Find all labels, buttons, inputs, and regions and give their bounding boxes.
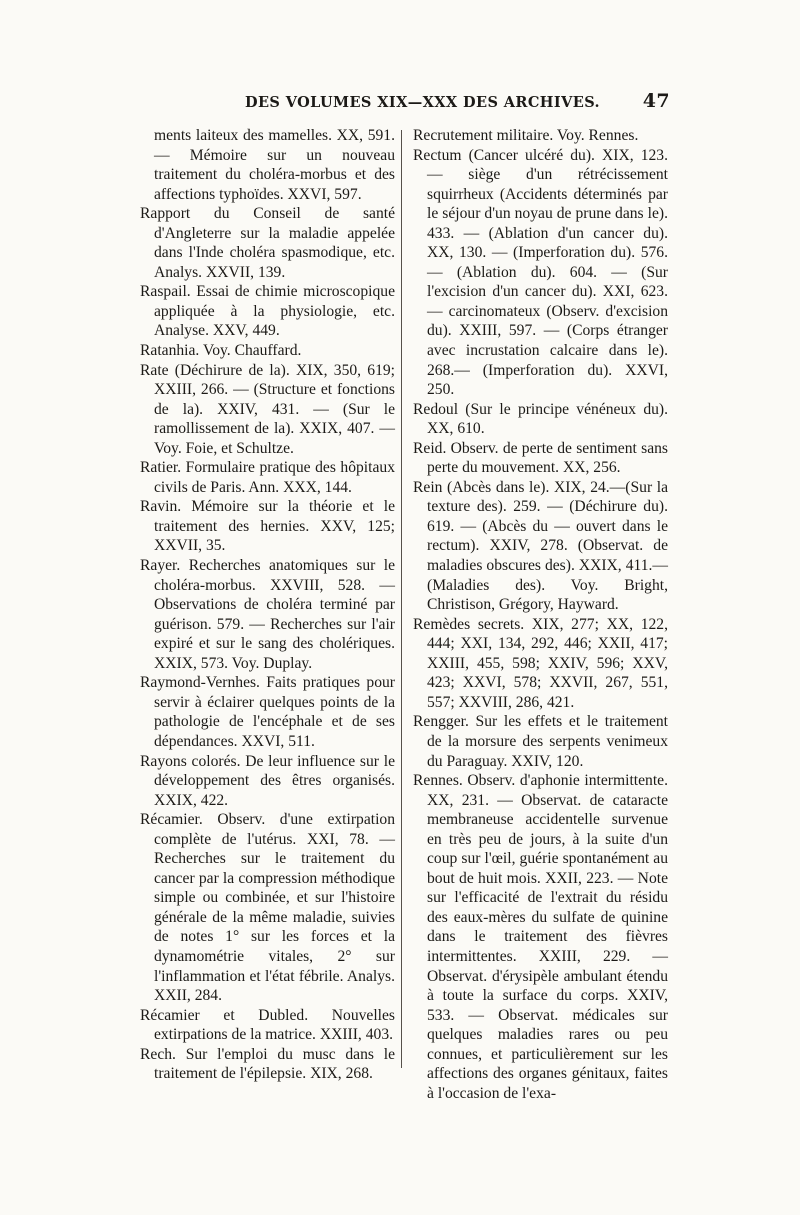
index-entry: Rein (Abcès dans le). XIX, 24.—(Sur la texture des). 259. — (Déchirure du). 619. — (Abcès du — ouvert dans le rectum). XXIV, 278. (Observat. de maladies obscures des). XXIX, 411.—(Maladies des). Voy. Bright, Christison, Grégory, Hayward. <box>413 478 668 614</box>
index-entry: Récamier et Dubled. Nouvelles extirpations de la matrice. XXIII, 403. <box>140 1006 395 1044</box>
index-entry: Rectum (Cancer ulcéré du). XIX, 123. — siège d'un rétrécissement squirrheux (Accidents déterminés par le séjour d'un noyau de prune dans le). 433. — (Ablation d'un cancer du). XX, 130. — (Imperforation du). 576. — (Ablation du). 604. — (Sur l'excision d'un cancer du). XXI, 623. — carcinomateux (Observ. d'excision du). XXIII, 597. — (Corps étranger avec incrustation calcaire dans le). 268.— (Imperforation du). XXVI, 250. <box>413 146 668 399</box>
index-entry: Remèdes secrets. XIX, 277; XX, 122, 444; XXI, 134, 292, 446; XXII, 417; XXIII, 455, 598; XXIV, 596; XXV, 423; XXVI, 578; XXVII, 267, 551, 557; XXVIII, 286, 421. <box>413 615 668 711</box>
left-column <box>140 126 395 1084</box>
running-head-title: DES VOLUMES XIX—XXX DES ARCHIVES. <box>245 94 600 111</box>
index-entry: Rapport du Conseil de santé d'Angleterre sur la maladie appelée dans l'Inde choléra spasmodique, etc. Analys. XXVII, 139. <box>140 205 395 281</box>
index-entry: Raspail. Essai de chimie microscopique appliquée à la physiologie, etc. Analyse. XXV, 449. <box>140 283 395 340</box>
index-entry: Redoul (Sur le principe vénéneux du). XX, 610. <box>413 400 668 438</box>
index-entry: Raymond-Vernhes. Faits pratiques pour servir à éclairer quelques points de la pathologie de l'encéphale et de ses dépendances. XXVI, 511. <box>140 674 395 750</box>
index-entry: Rennes. Observ. d'aphonie intermittente. XX, 231. — Observat. de cataracte membraneuse accidentelle survenue en très peu de jours, à la suite d'un coup sur l'œil, guérie spontanément au bout de huit mois. XXII, 223. — Note sur l'efficacité de l'extrait du résidu des eaux-mères du sulfate de quinine dans le traitement des fièvres intermittentes. XXIII, 229. — Observat. d'érysipèle ambulant étendu à toute la surface du corps. XXIV, 533. — Observat. médicales sur quelques maladies rares ou peu connues, et particulièrement sur les affections des organes génitaux, faites à l'occasion de l'exa- <box>413 772 668 1102</box>
index-entry: ments laiteux des mamelles. XX, 591.— Mémoire sur un nouveau traitement du choléra-morbus et des affections typhoïdes. XXVI, 597. <box>154 127 395 203</box>
index-entry: Rengger. Sur les effets et le traitement de la morsure des serpents venimeux du Paraguay. XXIV, 120. <box>413 713 668 770</box>
index-entry: Ratanhia. Voy. Chauffard. <box>140 342 302 360</box>
running-head <box>145 92 670 114</box>
right-column <box>413 126 668 1103</box>
page-number: 47 <box>642 90 670 112</box>
index-entry: Rayer. Recherches anatomiques sur le choléra-morbus. XXVIII, 528. — Observations de choléra terminé par guérison. 579. — Recherches sur l'air expiré et sur le sang des cholériques. XXIX, 573. Voy. Duplay. <box>140 557 395 672</box>
index-entry: Récamier. Observ. d'une extirpation complète de l'utérus. XXI, 78. — Recherches sur le traitement du cancer par la compression méthodique simple ou combinée, et sur l'histoire générale de la même maladie, suivies de notes 1° sur les forces et la dynamométrie vitales, 2° sur l'inflammation et l'état fébrile. Analys. XXII, 284. <box>140 811 395 1005</box>
index-entry: Ratier. Formulaire pratique des hôpitaux civils de Paris. Ann. XXX, 144. <box>140 459 395 496</box>
index-entry: Ravin. Mémoire sur la théorie et le traitement des hernies. XXV, 125; XXVII, 35. <box>140 498 395 555</box>
index-entry: Recrutement militaire. Voy. Rennes. <box>413 127 639 144</box>
index-entry: Rayons colorés. De leur influence sur le développement des êtres organisés. XXIX, 422. <box>140 752 395 809</box>
index-entry: Reid. Observ. de perte de sentiment sans perte du mouvement. XX, 256. <box>413 439 668 477</box>
column-divider <box>401 130 402 1068</box>
index-entry: Rate (Déchirure de la). XIX, 350, 619; XXIII, 266. — (Structure et fonctions de la). XXIV, 431. — (Sur le ramollissement de la). XXIX, 407. — Voy. Foie, et Schultze. <box>140 361 395 457</box>
index-entry: Rech. Sur l'emploi du musc dans le traitement de l'épilepsie. XIX, 268. <box>140 1045 395 1083</box>
